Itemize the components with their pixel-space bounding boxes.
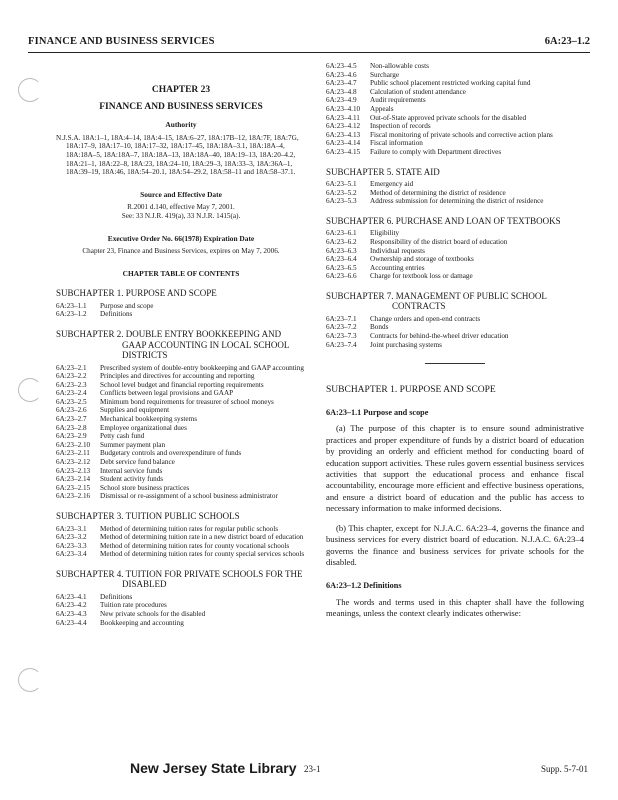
toc-entry [326, 229, 584, 238]
subchapter-heading: SUBCHAPTER 1. PURPOSE AND SCOPE [326, 385, 496, 396]
section-number: 6A:23–2.14 [56, 475, 91, 484]
toc-entry [326, 341, 584, 350]
section-number: 6A:23–2.9 [56, 432, 87, 441]
chapter-title: FINANCE AND BUSINESS SERVICES [99, 101, 263, 112]
section-name: Employee organizational dues [100, 423, 187, 432]
subchapter-title: SUBCHAPTER 1. PURPOSE AND SCOPE [56, 288, 217, 299]
section-number: 6A:23–2.6 [56, 406, 87, 415]
page-number: 23-1 [304, 764, 321, 774]
section-name: Principles and directives for accounting and reporting [100, 372, 255, 381]
toc-entry [326, 255, 584, 264]
section-name: Emergency aid [370, 180, 414, 189]
section-number: 6A:23–1.1 [56, 301, 87, 310]
header-citation: 6A:23–1.2 [544, 36, 590, 47]
section-number: 6A:23–7.4 [326, 340, 357, 349]
toc-entry [56, 389, 306, 398]
page-footer [0, 760, 618, 784]
section-name: Student activity funds [100, 475, 164, 484]
toc-entry [56, 372, 306, 381]
section-name: New private schools for the disabled [100, 610, 206, 619]
section-name: Definitions [100, 592, 133, 601]
section-number: 6A:23–4.12 [326, 122, 361, 131]
section-title: 6A:23–1.1 Purpose and scope [326, 407, 429, 417]
toc-entry [56, 467, 306, 476]
subchapter-title: SUBCHAPTER 4. TUITION FOR PRIVATE SCHOOLS FOR THE DISABLED [56, 568, 303, 590]
section-number: 6A:23–4.11 [326, 113, 360, 122]
toc-entry [56, 610, 306, 619]
section-name: Bookkeeping and accounting [100, 618, 184, 627]
section-number: 6A:23–3.3 [56, 541, 87, 550]
toc-entry [56, 424, 306, 433]
section-number: 6A:23–6.2 [326, 237, 357, 246]
section-number: 6A:23–2.11 [56, 449, 90, 458]
section-name: Joint purchasing systems [370, 340, 442, 349]
section-number: 6A:23–2.1 [56, 363, 87, 372]
toc-entry [56, 364, 306, 373]
toc-entry [326, 131, 584, 140]
section-name: Fiscal monitoring of private schools and corrective action plans [370, 130, 553, 139]
section-number: 6A:23–2.15 [56, 483, 91, 492]
section-name: Out-of-State approved private schools for the disabled [370, 113, 527, 122]
toc-entry [326, 96, 584, 105]
section-number: 6A:23–2.7 [56, 415, 87, 424]
toc-entry [56, 601, 306, 610]
toc-entry [56, 619, 306, 628]
exec-order-text: Chapter 23, Finance and Business Services, expires on May 7, 2006. [82, 247, 280, 256]
section-number: 6A:23–2.8 [56, 423, 87, 432]
toc-entry [326, 148, 584, 157]
section-name: Summer payment plan [100, 440, 166, 449]
section-name: Individual requests [370, 246, 425, 255]
section-number: 6A:23–5.1 [326, 180, 357, 189]
toc-entry [326, 315, 584, 324]
section-name: School level budget and financial reporting requirements [100, 380, 264, 389]
section-number: 6A:23–4.5 [326, 62, 357, 70]
toc-entry [326, 332, 584, 341]
section-name: Minimum bond requirements for treasurer of school moneys [100, 397, 274, 406]
section-name: Prescribed system of double-entry bookkeeping and GAAP accounting [100, 363, 304, 372]
toc-entry [56, 484, 306, 493]
subchapter-title: SUBCHAPTER 6. PURCHASE AND LOAN OF TEXTBOOKS [326, 215, 561, 226]
toc-entry [326, 139, 584, 148]
section-name: Method of determining tuition rates for county special services schools [100, 550, 305, 559]
left-column [56, 62, 306, 627]
section-name: Surcharge [370, 70, 400, 79]
section-name: Budgetary controls and overexpenditure of funds [100, 449, 242, 458]
toc-entry [56, 492, 306, 501]
section-number: 6A:23–2.5 [56, 397, 87, 406]
chapter-number: CHAPTER 23 [151, 85, 211, 95]
section-name: Change orders and open-end contracts [370, 314, 481, 323]
section-title: 6A:23–1.2 Definitions [326, 581, 402, 591]
subchapter-title: SUBCHAPTER 2. DOUBLE ENTRY BOOKKEEPING AND GAAP ACCOUNTING IN LOCAL SCHOOL DISTRICTS [56, 329, 290, 360]
toc-entry [56, 310, 306, 319]
section-name: Method of determining tuition rate in a new district board of education [100, 533, 304, 542]
section-number: 6A:23–2.2 [56, 372, 87, 381]
source-line: See: 33 N.J.R. 419(a), 33 N.J.R. 1415(a). [121, 211, 241, 220]
toc-entry [56, 441, 306, 450]
section-number: 6A:23–6.3 [326, 246, 357, 255]
section-number: 6A:23–5.3 [326, 197, 357, 206]
section-number: 6A:23–5.2 [326, 188, 357, 197]
toc-entry [56, 406, 306, 415]
section-number: 6A:23–6.6 [326, 272, 357, 281]
toc-entry [326, 180, 584, 189]
section-number: 6A:23–2.16 [56, 492, 91, 501]
section-number: 6A:23–7.1 [326, 314, 357, 323]
paragraph: The words and terms used in this chapter shall have the following meanings, unless the context clearly indicates otherwise: [326, 596, 584, 619]
section-number: 6A:23–3.1 [56, 524, 87, 533]
section-number: 6A:23–6.1 [326, 229, 357, 238]
section-name: Purpose and scope [100, 301, 154, 310]
section-name: Internal service funds [100, 466, 163, 475]
section-name: School store business practices [100, 483, 190, 492]
section-number: 6A:23–2.4 [56, 389, 87, 398]
punch-hole-mark [18, 78, 42, 102]
supplement-date: Supp. 5-7-01 [541, 764, 588, 774]
punch-hole-mark [18, 668, 42, 692]
section-number: 6A:23–6.4 [326, 255, 357, 264]
toc-entry [56, 475, 306, 484]
punch-hole-mark [18, 378, 42, 402]
section-name: Public school placement restricted working capital fund [370, 79, 531, 88]
section-name: Responsibility of the district board of education [370, 237, 508, 246]
section-number: 6A:23–4.10 [326, 104, 361, 113]
toc-entry [56, 398, 306, 407]
section-number: 6A:23–4.6 [326, 70, 357, 79]
section-number: 6A:23–3.4 [56, 550, 87, 559]
right-column [326, 62, 584, 620]
section-name: Contracts for behind-the-wheel driver education [370, 332, 509, 341]
section-number: 6A:23–4.2 [56, 601, 87, 610]
section-name: Charge for textbook loss or damage [370, 272, 473, 281]
toc-entry [326, 122, 584, 131]
toc-entry [56, 415, 306, 424]
source-label: Source and Effective Date [140, 189, 222, 199]
toc-entry [326, 105, 584, 114]
section-name: Bonds [370, 323, 389, 332]
toc-entry [326, 264, 584, 273]
section-name: Method of determining the district of residence [370, 188, 506, 197]
section-number: 6A:23–6.5 [326, 263, 357, 272]
section-number: 6A:23–2.3 [56, 380, 87, 389]
section-number: 6A:23–4.15 [326, 147, 361, 156]
section-number: 6A:23–2.10 [56, 440, 91, 449]
section-name: Fiscal information [370, 139, 423, 148]
section-name: Debt service fund balance [100, 458, 175, 467]
toc-entry [326, 114, 584, 123]
section-name: Petty cash fund [100, 432, 145, 441]
section-number: 6A:23–4.7 [326, 79, 357, 88]
section-number: 6A:23–4.9 [326, 96, 357, 105]
toc-entry [326, 71, 584, 80]
toc-entry [56, 542, 306, 551]
section-name: Supplies and equipment [100, 406, 170, 415]
section-number: 6A:23–3.2 [56, 533, 87, 542]
toc-entry [326, 62, 584, 71]
section-number: 6A:23–4.8 [326, 87, 357, 96]
toc-entry [56, 449, 306, 458]
section-name: Tuition rate procedures [100, 601, 167, 610]
section-name: Failure to comply with Department directives [370, 147, 502, 156]
toc-title: CHAPTER TABLE OF CONTENTS [122, 268, 240, 278]
toc-entry [56, 550, 306, 559]
paragraph: (a) The purpose of this chapter is to ensure sound administrative practices and proper expenditure of funds by a district board of education by providing an orderly and efficient method for conducting board of education support activities. These rules govern essential business services activities that support the educational process and enhance fiscal accountability, encourage more efficient and effective business operations, and ensure a district board of education and the public has access to necessary information to make informed decisions. [326, 423, 584, 514]
subchapter-title: SUBCHAPTER 5. STATE AID [326, 166, 440, 177]
toc-entry [326, 197, 584, 206]
section-name: Appeals [370, 104, 394, 113]
toc-entry [326, 238, 584, 247]
toc-right [326, 167, 584, 350]
section-number: 6A:23–7.3 [326, 332, 357, 341]
toc-entry [56, 533, 306, 542]
section-number: 6A:23–4.1 [56, 592, 87, 601]
section-name: Address submission for determining the district of residence [370, 197, 544, 206]
toc-continued [326, 62, 584, 157]
section-name: Audit requirements [370, 96, 426, 105]
authority-label: Authority [165, 120, 197, 130]
section-name: Method of determining tuition rates for county vocational schools [100, 541, 290, 550]
section-name: Ownership and storage of textbooks [370, 255, 474, 264]
header-title: FINANCE AND BUSINESS SERVICES [28, 36, 215, 47]
toc-entry [56, 593, 306, 602]
section-name: Inspection of records [370, 122, 431, 131]
toc-entry [326, 323, 584, 332]
subchapter-title: SUBCHAPTER 3. TUITION PUBLIC SCHOOLS [56, 511, 240, 521]
section-name: Method of determining tuition rates for regular public schools [100, 524, 279, 533]
section-number: 6A:23–4.13 [326, 130, 361, 139]
section-number: 6A:23–4.14 [326, 139, 361, 148]
section-number: 6A:23–2.13 [56, 466, 91, 475]
toc-left [56, 288, 306, 627]
section-number: 6A:23–1.2 [56, 310, 87, 319]
section-name: Accounting entries [370, 263, 425, 272]
section-name: Mechanical bookkeeping systems [100, 415, 198, 424]
paragraph: (b) This chapter, except for N.J.A.C. 6A:23–4, governs the finance and business services for every district board of education. N.J.A.C. 6A:23–4 governs the finance and business services for private schools for the disabled. [326, 522, 584, 567]
section-name: Non-allowable costs [370, 62, 429, 70]
toc-entry [56, 525, 306, 534]
toc-entry [56, 381, 306, 390]
subchapter-title: SUBCHAPTER 7. MANAGEMENT OF PUBLIC SCHOOL CONTRACTS [326, 290, 547, 312]
toc-entry [326, 79, 584, 88]
toc-entry [326, 272, 584, 281]
toc-entry [56, 432, 306, 441]
toc-entry [56, 458, 306, 467]
section-name: Conflicts between legal provisions and GAAP [100, 389, 234, 398]
section-name: Definitions [100, 310, 133, 319]
section-number: 6A:23–7.2 [326, 323, 357, 332]
section-name: Calculation of student attendance [370, 87, 466, 96]
running-header [28, 36, 590, 53]
source-line: R.2001 d.140, effective May 7, 2001. [127, 203, 235, 212]
toc-entry [326, 247, 584, 256]
toc-entry [326, 189, 584, 198]
section-number: 6A:23–4.3 [56, 610, 87, 619]
exec-order-label: Executive Order No. 66(1978) Expiration Date [107, 233, 255, 243]
section-number: 6A:23–2.12 [56, 458, 91, 467]
section-divider [425, 363, 485, 364]
toc-entry [326, 88, 584, 97]
section-name: Eligibility [370, 229, 400, 238]
library-stamp: New Jersey State Library [130, 760, 297, 776]
authority-text: N.J.S.A. 18A:1–1, 18A:4–14, 18A:4–15, 18A:6–27, 18A:17B–12, 18A:7F, 18A:7G, 18A:17–9, 18A:17–10, 18A:17–32, 18A:17–45, 18A:18A–3.1, 18A:18A–4, 18A:18A–5, 18A:18A–7, 18A:18A–13, 18A:18A–40, 18A:19–13, 18A:20–4.2, 18A:21–1, 18A:22–8, 18A:23, 18A:24–10, 18A:29–3, 18A:33–3, 18A:36A–1, 18A:39–19, 18A:46, 18A:54–20.1, 18A:54–29.2, 18A:58–11 and 18A:58–37.1. [56, 133, 299, 177]
section-name: Dismissal or re-assignment of a school business administrator [100, 492, 278, 501]
section-number: 6A:23–4.4 [56, 618, 87, 627]
toc-entry [56, 302, 306, 311]
